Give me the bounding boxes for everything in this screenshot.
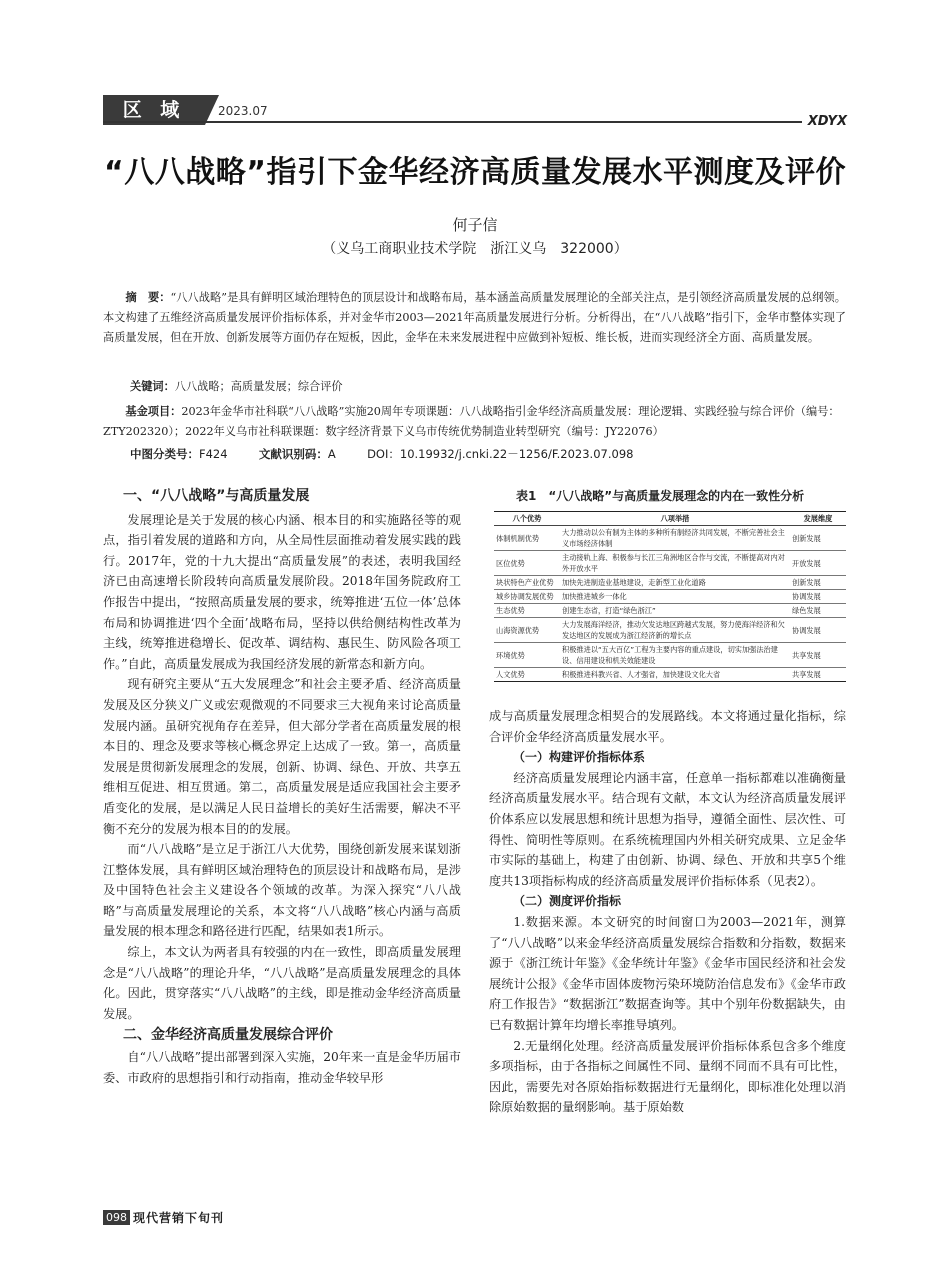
table-header: 八个优势: [494, 512, 560, 526]
table-row: [494, 551, 846, 576]
fund: [103, 402, 846, 442]
dimension-cell: 创新发展: [790, 576, 846, 590]
table-1: [494, 511, 846, 682]
table-header: 发展维度: [790, 512, 846, 526]
measure-cell: 加快推进城乡一体化: [560, 590, 790, 604]
dimension-cell: 协调发展: [790, 618, 846, 643]
advantage-cell: 区位优势: [494, 551, 560, 576]
dimension-cell: 开放发展: [790, 551, 846, 576]
paragraph: 自“八八战略”提出部署到深入实施，20年来一直是金华历届市委、市政府的思想指引和行动指南，推动金华较早形: [103, 1050, 461, 1085]
page-number: 098: [103, 1210, 130, 1225]
measure-cell: 积极推进以“五大百亿”工程为主要内容的重点建设，切实加强法治建设、信用建设和机关效能建设: [560, 643, 790, 668]
table-row: [494, 604, 846, 618]
measure-cell: 大力发展海洋经济，推动欠发达地区跨越式发展，努力使海洋经济和欠发达地区的发展成为浙江经济新的增长点: [560, 618, 790, 643]
advantage-cell: 山海资源优势: [494, 618, 560, 643]
clc-value: F424: [199, 447, 228, 461]
paragraph: 1.数据来源。本文研究的时间窗口为2003—2021年，测算了“八八战略”以来金华经济高质量发展综合指数和分指数，数据来源于《浙江统计年鉴》《金华统计年鉴》《金华市国民经济和社会发展统计公报》《金华市固体废物污染环境防治信息发布》《金华市政府工作报告》“数据浙江”数据查询等。其中个别年份数据缺失，由已有数据计算年均增长率推导填列。: [489, 914, 846, 1032]
clc-label: 中图分类号：: [130, 447, 199, 461]
table-row: [494, 576, 846, 590]
paragraph: 成与高质量发展理念相契合的发展路线。本文将通过量化指标，综合评价金华经济高质量发展水平。: [489, 709, 846, 744]
doc-label: 文献识别码：: [258, 447, 328, 461]
measure-cell: 加快先进制造业基地建设，走新型工业化道路: [560, 576, 790, 590]
paragraph: 2.无量纲化处理。经济高质量发展评价指标体系包含多个维度多项指标，由于各指标之间属性不同、量纲不同而不具有可比性，因此，需要先对各原始指标数据进行无量纲化，即标准化处理以消除原始数据的量纲影响。基于原始数: [489, 1038, 846, 1115]
keywords-label: 关键词：: [130, 380, 175, 393]
dimension-cell: 共享发展: [790, 643, 846, 668]
advantage-cell: 人文优势: [494, 668, 560, 682]
measure-cell: 大力推动以公有制为主体的多种所有制经济共同发展，不断完善社会主义市场经济体制: [560, 526, 790, 551]
dimension-cell: 共享发展: [790, 668, 846, 682]
section-heading-1: 一、“八八战略”与高质量发展: [123, 488, 310, 504]
issue-date: 2023.07: [218, 104, 268, 118]
author: 何子信: [452, 216, 498, 234]
advantage-cell: 体制机制优势: [494, 526, 560, 551]
classification: [130, 446, 633, 462]
measure-cell: 积极推进科教兴省、人才强省，加快建设文化大省: [560, 668, 790, 682]
left-column: [103, 486, 461, 1088]
measure-cell: 创建生态省，打造“绿色浙江”: [560, 604, 790, 618]
abstract-text: “八八战略”是具有鲜明区域治理特色的顶层设计和战略布局，基本涵盖高质量发展理论的全部关注点，是引领经济高质量发展的总纲领。本文构建了五维经济高质量发展评价指标体系，并对金华市2003—2021年高质量发展进行分析。分析得出，在“八八战略”指引下，金华市整体实现了高质量发展，但在开放、创新发展等方面仍存在短板，因此，金华在未来发展进程中应做到补短板、维长板，进而实现经济全方面、高质量发展。: [103, 291, 846, 344]
section-tag: 区 域: [103, 95, 205, 125]
journal-name: 现代营销下旬刊: [133, 1211, 225, 1225]
paragraph: 综上，本文认为两者具有较强的内在一致性，即高质量发展理念是“八八战略”的理论升华，“八八战略”是高质量发展理念的具体化。因此，贯穿落实“八八战略”的主线，即是推动金华经济高质量发展。: [103, 945, 461, 1021]
abstract-label: 摘 要：: [125, 291, 171, 304]
paragraph: 发展理论是关于发展的核心内涵、根本目的和实施路径等的观点，指引着发展的道路和方向，从全局性层面推动着发展实践的践行。2017年，党的十九大提出“高质量发展”的表述，表明我国经济已由高速增长阶段转向高质量发展阶段。2018年国务院政府工作报告中提出，“按照高质量发展的要求，统筹推进‘五位一体’总体布局和协调推进‘四个全面’战略布局，坚持以供给侧结构性改革为主线，统筹推进稳增长、促改革、调结构、惠民生、防风险各项工作。”自此，高质量发展成为我国经济发展的新常态和新方向。: [103, 512, 461, 671]
advantage-cell: 生态优势: [494, 604, 560, 618]
advantage-cell: 城乡协调发展优势: [494, 590, 560, 604]
fund-text: 2023年金华市社科联“八八战略”实施20周年专项课题：八八战略指引金华经济高质量发展：理论逻辑、实践经验与综合评价（编号：ZTY202320）；2022年义乌市社科联课题：数字经济背景下义乌市传统优势制造业转型研究（编号：JY22076）: [103, 405, 840, 438]
measure-cell: 主动接轨上海、积极参与长江三角洲地区合作与交流，不断提高对内对外开放水平: [560, 551, 790, 576]
advantage-cell: 环境优势: [494, 643, 560, 668]
doc-value: A: [327, 447, 336, 461]
table-row: [494, 643, 846, 668]
paragraph: 而“八八战略”是立足于浙江八大优势，围绕创新发展来谋划浙江整体发展，具有鲜明区域治理特色的顶层设计和战略布局，是涉及中国特色社会主义建设各个领域的改革。为深入探究“八八战略”与高质量发展理论的关系，本文将“八八战略”核心内涵与高质量发展的根本理念和路径进行匹配，结果如表1所示。: [103, 842, 461, 939]
advantage-cell: 块状特色产业优势: [494, 576, 560, 590]
subheading-b: （二）测度评价指标: [513, 894, 622, 909]
dimension-cell: 创新发展: [790, 526, 846, 551]
right-column: [489, 706, 846, 1118]
table-row: [494, 668, 846, 682]
article-title: “八八战略”指引下金华经济高质量发展水平测度及评价: [104, 155, 846, 190]
table-row: [494, 590, 846, 604]
paragraph: 经济高质量发展理论内涵丰富，任意单一指标都难以准确衡量经济高质量发展水平。结合现有文献，本文认为经济高质量发展评价体系应以发展思想和统计思想为指导，遵循全面性、层次性、可得性、简明性等原则。在系统梳理国内外相关研究成果、立足金华市实际的基础上，构建了由创新、协调、绿色、开放和共享5个维度共13项指标构成的经济高质量发展评价指标体系（见表2）。: [489, 770, 846, 888]
header-rule: [103, 121, 845, 123]
table-header: 八项举措: [560, 512, 790, 526]
table-row: [494, 526, 846, 551]
brand-mark: XDYX: [802, 114, 847, 129]
paragraph: 现有研究主要从“五大发展理念”和社会主要矛盾、经济高质量发展及区分狭义广义或宏观微观的不同要求三大视角来讨论高质量发展内涵。虽研究视角存在差异，但大部分学者在高质量发展的根本目的、理念及要求等核心概念界定上达成了一致。第一，高质量发展是贯彻新发展理念的发展，创新、协调、绿色、开放、共享五维相互促进、相互贯通。第二，高质量发展是适应我国社会主要矛盾变化的发展，是以满足人民日益增长的美好生活需要，解决不平衡不充分的发展为根本目的的发展。: [103, 677, 461, 836]
table-header-row: [494, 512, 846, 526]
doi: DOI：10.19932/j.cnki.22－1256/F.2023.07.098: [367, 447, 634, 461]
keywords-text: 八八战略；高质量发展；综合评价: [174, 380, 343, 393]
section-heading-2: 二、金华经济高质量发展综合评价: [123, 1027, 333, 1044]
keywords: [130, 378, 343, 394]
dimension-cell: 绿色发展: [790, 604, 846, 618]
affiliation: （义乌工商职业技术学院 浙江义乌 322000）: [322, 241, 628, 257]
table-caption: 表1 “八八战略”与高质量发展理念的内在一致性分析: [516, 489, 805, 503]
table-row: [494, 618, 846, 643]
abstract: [103, 288, 846, 348]
fund-label: 基金项目：: [125, 405, 182, 418]
dimension-cell: 协调发展: [790, 590, 846, 604]
subheading-a: （一）构建评价指标体系: [513, 750, 646, 765]
